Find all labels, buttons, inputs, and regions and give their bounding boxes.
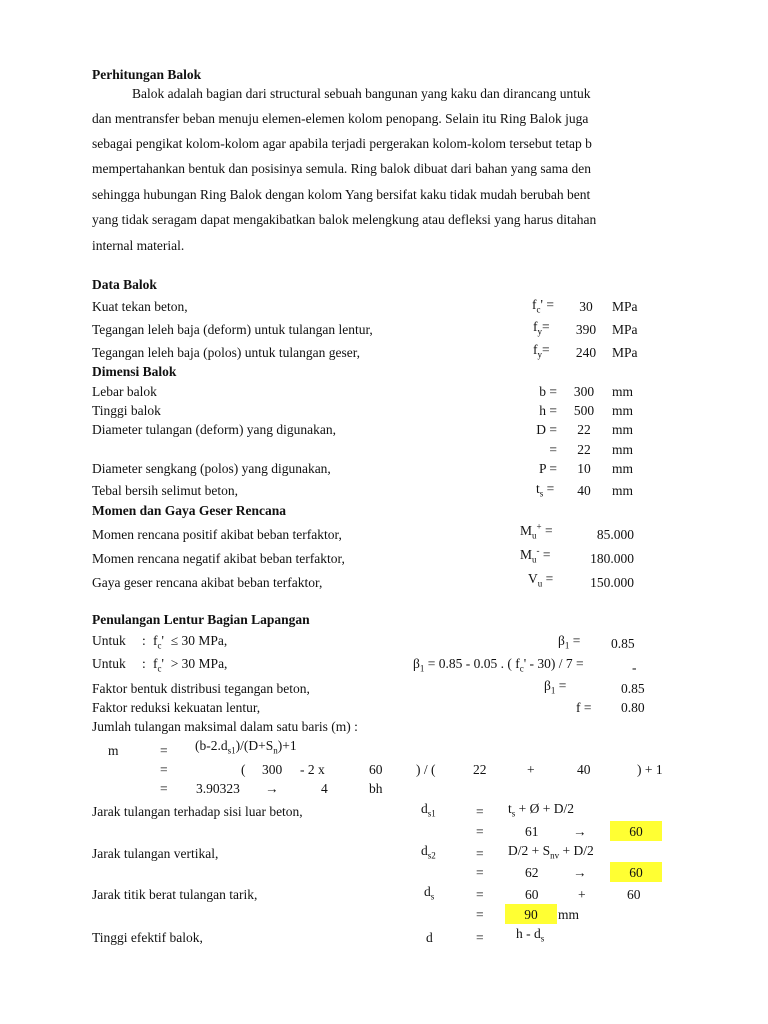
value: 240	[575, 345, 597, 360]
ds1-symbol: $d_{s1}$	[421, 801, 436, 819]
m-formula: $(b-2.d_{s1})/(D+S_n)+1$	[195, 738, 297, 756]
ds2-formula: $D/2 + S_{nv} + D/2$	[508, 843, 594, 861]
m-minus2x: - 2 x	[300, 762, 325, 777]
ds1-formula: $t_s$ + Ø + D/2	[508, 801, 575, 819]
d-symbol: d	[426, 930, 433, 945]
symbol: h =	[539, 403, 557, 418]
ds-symbol: $d_s$	[424, 884, 435, 902]
row-label: Diameter sengkang (polos) yang digunakan,	[92, 461, 331, 476]
m-div: ) / (	[416, 762, 436, 777]
row-label: Tebal bersih selimut beton,	[92, 483, 239, 498]
symbol: $V_u$ =	[528, 571, 554, 589]
row-label: Faktor bentuk distribusi tegangan beton,	[92, 681, 310, 696]
ds-b: 60	[627, 887, 641, 902]
value: 180.000	[590, 551, 634, 566]
ds1-result: 60	[629, 824, 643, 839]
ds-result: 90	[524, 907, 538, 922]
unit: mm	[612, 403, 634, 418]
equals: =	[476, 887, 484, 902]
unit: mm	[612, 442, 634, 457]
section-title-momen: Momen dan Gaya Geser Rencana	[92, 503, 286, 518]
m-b: 300	[262, 762, 283, 777]
section-title-penulangan: Penulangan Lentur Bagian Lapangan	[92, 612, 310, 627]
unit: MPa	[612, 345, 638, 360]
unit: mm	[558, 907, 580, 922]
row-label: Kuat tekan beton,	[92, 299, 188, 314]
value: 150.000	[590, 575, 634, 590]
row-label: Diameter tulangan (deform) yang digunakan,	[92, 422, 337, 437]
ds2-symbol: $d_{s2}$	[421, 843, 436, 861]
symbol: $f_c'$ =	[532, 297, 554, 315]
row-label: Tinggi efektif balok,	[92, 930, 203, 945]
paragraph-line: sehingga hubungan Ring Balok dengan kolom Yang bersifat kaku tidak mudah berubah bent	[92, 187, 591, 202]
beta1-formula: $\beta_1 = 0.85 - 0.05$ . ( $f_c' - 30) / 7$ =	[413, 656, 584, 674]
m-plus: +	[527, 762, 535, 777]
row-label: Momen rencana positif akibat beban terfaktor,	[92, 527, 342, 542]
equals: =	[160, 743, 168, 758]
equals: =	[476, 865, 484, 880]
value: 0.80	[621, 700, 645, 715]
unit: mm	[612, 384, 634, 399]
section-title-dimensi-balok: Dimensi Balok	[92, 364, 177, 379]
ds2-result: 60	[629, 865, 643, 880]
paragraph-line: yang tidak seragam dapat mengakibatkan balok melengkung atau defleksi yang harus ditahan	[92, 212, 597, 227]
paragraph-line: dan mentransfer beban menuju elemen-elemen kolom penopang. Selain itu Ring Balok juga	[92, 111, 589, 126]
value: 85.000	[596, 527, 634, 542]
unit: mm	[612, 422, 634, 437]
beta1: $\beta_1$ =	[558, 633, 581, 651]
arrow: →	[265, 781, 279, 796]
colon: :	[142, 633, 146, 648]
ds1-calc: 61	[525, 824, 539, 839]
symbol: $M_u^+$ =	[520, 521, 553, 541]
d-formula: h - $d_s$	[516, 926, 545, 944]
condition: $f_c' > 30$ MPa,	[153, 656, 228, 674]
unit: mm	[612, 483, 634, 498]
value: 22	[577, 442, 591, 457]
m-close: ) + 1	[637, 762, 663, 777]
symbol: $f_y=$	[533, 342, 550, 360]
unit: MPa	[612, 322, 638, 337]
arrow: →	[573, 865, 587, 880]
m-open: (	[241, 762, 246, 777]
row-label: Jarak tulangan vertikal,	[92, 846, 219, 861]
row-label: Tegangan leleh baja (polos) untuk tulangan geser,	[92, 345, 361, 360]
symbol: b =	[539, 384, 557, 399]
value: 30	[579, 299, 593, 314]
row-label: Lebar balok	[92, 384, 157, 399]
paragraph-line: internal material.	[92, 238, 185, 253]
symbol: $t_s$ =	[536, 481, 555, 499]
symbol: $M_u^-$ =	[520, 545, 551, 565]
row-label: Tegangan leleh baja (deform) untuk tulangan lentur,	[92, 322, 373, 337]
m-S: 40	[577, 762, 591, 777]
m-result: 3.90323	[196, 781, 240, 796]
ds2-calc: 62	[525, 865, 539, 880]
symbol: f =	[576, 700, 592, 715]
arrow: →	[573, 824, 587, 839]
equals: =	[160, 781, 168, 796]
m-ds1: 60	[369, 762, 383, 777]
symbol: $f_y=$	[533, 319, 550, 337]
symbol: P =	[539, 461, 557, 476]
ds-a: 60	[525, 887, 539, 902]
condition: $f_c' \le 30$ MPa,	[153, 633, 228, 651]
equals: =	[476, 824, 484, 839]
section-title-data-balok: Data Balok	[92, 277, 157, 292]
m-symbol: m	[108, 743, 119, 758]
row-label: Jumlah tulangan maksimal dalam satu baris (m) :	[92, 719, 358, 734]
symbol: D =	[536, 422, 557, 437]
unit: MPa	[612, 299, 638, 314]
equals: =	[476, 804, 484, 819]
untuk-label: Untuk	[92, 656, 126, 671]
row-label: Jarak tulangan terhadap sisi luar beton,	[92, 804, 303, 819]
value: 10	[577, 461, 591, 476]
equals: =	[476, 846, 484, 861]
value: 0.85	[611, 636, 635, 651]
m-n: 4	[321, 781, 328, 796]
value: 0.85	[621, 681, 645, 696]
equals: =	[476, 907, 484, 922]
row-label: Faktor reduksi kekuatan lentur,	[92, 700, 261, 715]
paragraph-line: Balok adalah bagian dari structural sebuah bangunan yang kaku dan dirancang untuk	[132, 86, 591, 101]
value: 40	[577, 483, 591, 498]
plus: +	[578, 887, 586, 902]
row-label: Gaya geser rencana akibat beban terfaktor,	[92, 575, 323, 590]
equals: =	[476, 930, 484, 945]
symbol: =	[549, 442, 557, 457]
value: 500	[573, 403, 595, 418]
row-label: Tinggi balok	[92, 403, 161, 418]
unit: mm	[612, 461, 634, 476]
value: 390	[575, 322, 597, 337]
paragraph-line: sebagai pengikat kolom-kolom agar apabila terjadi pergerakan kolom-kolom tersebut tetap b	[92, 136, 592, 151]
colon: :	[142, 656, 146, 671]
value: 22	[577, 422, 591, 437]
row-label: Jarak titik berat tulangan tarik,	[92, 887, 258, 902]
equals: =	[160, 762, 168, 777]
page-title: Perhitungan Balok	[92, 67, 202, 82]
untuk-label: Untuk	[92, 633, 126, 648]
paragraph-line: mempertahankan bentuk dan posisinya semula. Ring balok dibuat dari bahan yang sama den	[92, 161, 591, 176]
value: 300	[573, 384, 595, 399]
row-label: Momen rencana negatif akibat beban terfaktor,	[92, 551, 345, 566]
m-D: 22	[473, 762, 487, 777]
m-unit: bh	[369, 781, 383, 796]
beta1: $\beta_1$ =	[544, 678, 567, 696]
value: -	[632, 660, 637, 675]
